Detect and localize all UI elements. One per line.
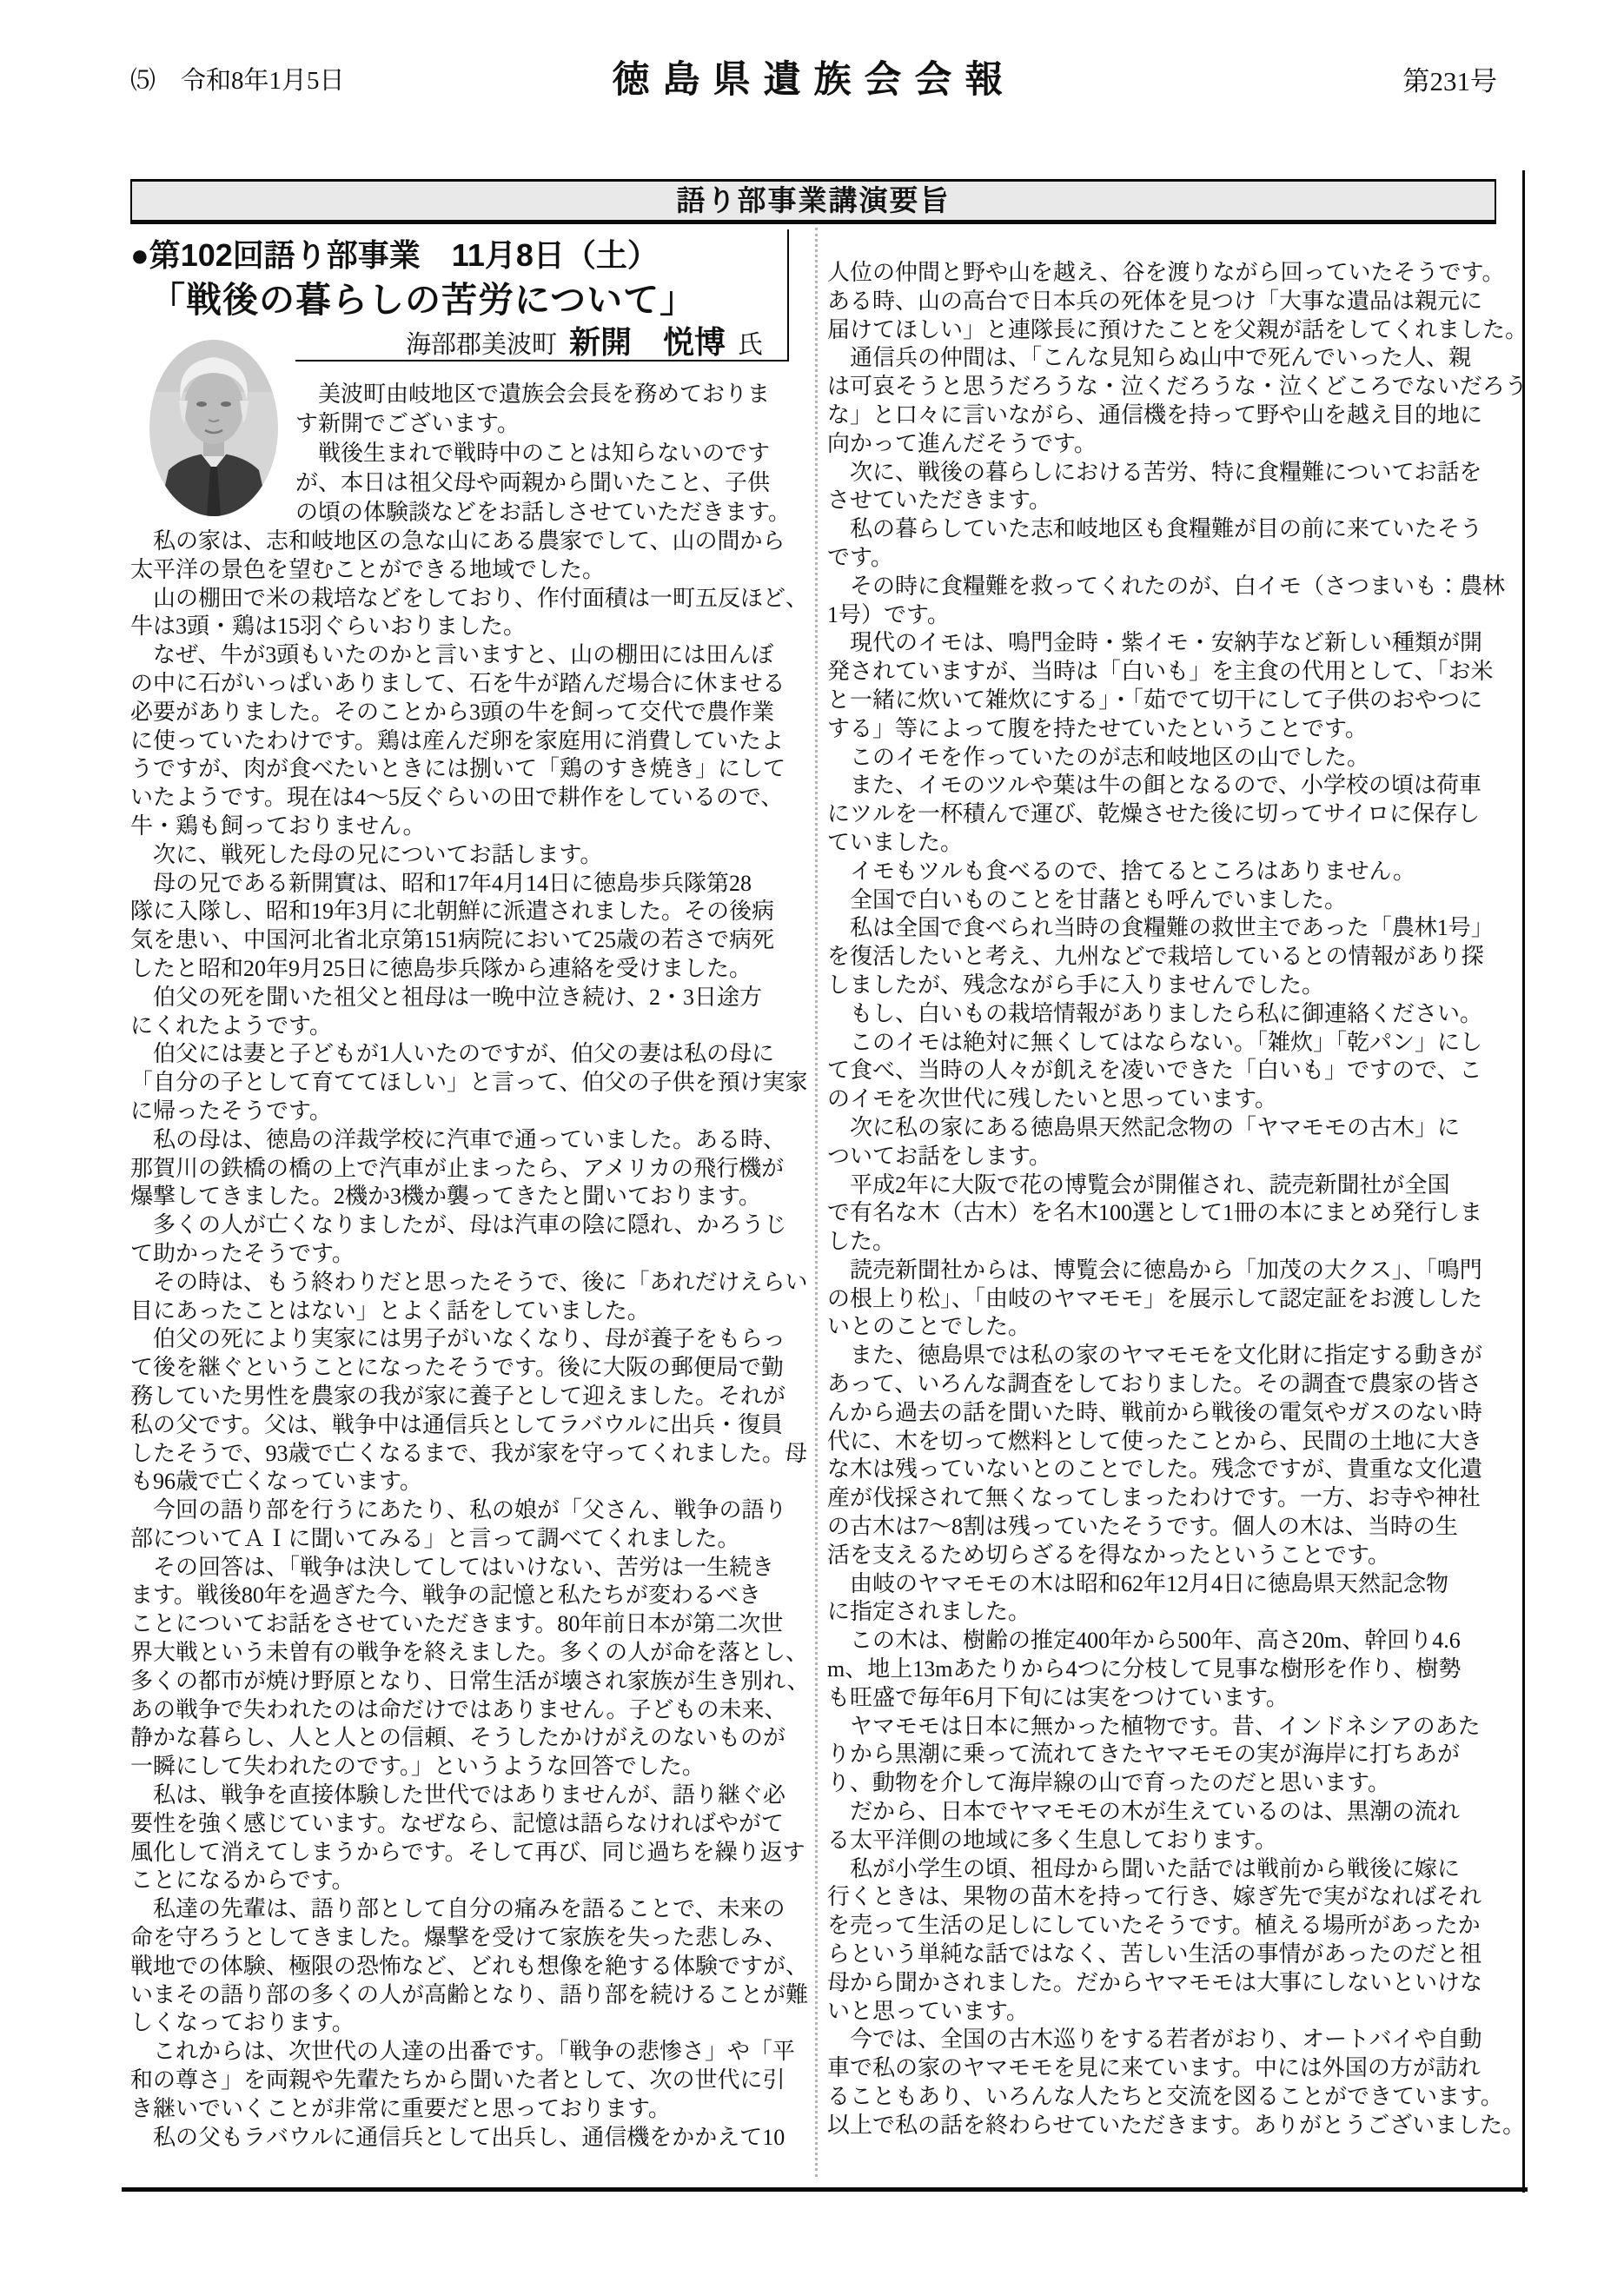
- text-line: の中に石がいっぱいありまして、石を牛が踏んだ場合に休ませる: [130, 670, 785, 696]
- text-line: 命を守ろうとしてきました。爆撃を受けて家族を失った悲しみ、: [130, 1925, 787, 1951]
- text-line: このイモは絶対に無くしてはならない。「雑炊」「乾パン」にし: [827, 1029, 1483, 1055]
- text-line: 産が伐採されて無くなってしまったわけです。一方、お寺や神社: [827, 1485, 1481, 1511]
- text-line: ことになるからです。: [130, 1868, 355, 1894]
- text-line: に指定されました。: [827, 1599, 1031, 1625]
- text-line: 部についてＡＩに聞いてみる」と言って調べてくれました。: [130, 1525, 740, 1551]
- text-line: にくれたようです。: [130, 1012, 332, 1038]
- text-line: 私は全国で食べられ当時の食糧難の救世主であった「農林1号」: [827, 915, 1494, 941]
- speaker-portrait-photo: [149, 340, 278, 516]
- speaker-byline: [406, 318, 763, 362]
- text-line: の古木は7〜8割は残っていたそうです。個人の木は、当時の生: [827, 1514, 1458, 1540]
- text-line: 務していた男性を農家の我が家に養子として迎えました。それが: [130, 1383, 786, 1409]
- lecture-title: 「戦後の暮らしの苦労について」: [149, 280, 697, 320]
- text-line: を売って生活の足しにしていたそうです。植える場所があったか: [827, 1913, 1481, 1939]
- text-line: 私達の先輩は、語り部として自分の痛みを語ることで、未来の: [130, 1896, 785, 1922]
- text-line: 次に、戦後の暮らしにおける苦労、特に食糧難についてお話を: [827, 459, 1482, 485]
- text-line: て後を継ぐということになったそうです。後に大阪の郵便局で勤: [130, 1355, 784, 1381]
- text-line: 戦地での体験、極限の恐怖など、どれも想像を絶する体験ですが、: [130, 1953, 809, 1979]
- text-line: 和の尊さ」を両親や先輩たちから聞いた者として、次の世代に引: [130, 2067, 785, 2093]
- text-line: 現代のイモは、鳴門金時・紫イモ・安納芋など新しい種類が開: [827, 630, 1483, 656]
- text-line: した。: [827, 1229, 896, 1255]
- text-line: る太平洋側の地域に多く生息しております。: [827, 1827, 1277, 1853]
- text-line: また、徳島県では私の家のヤマモモを文化財に指定する動きが: [827, 1343, 1483, 1369]
- text-line: いまその語り部の多くの人が高齢となり、語り部を続けることが難: [130, 1981, 809, 2007]
- text-line: 母の兄である新開實は、昭和17年4月14日に徳島歩兵隊第28: [130, 870, 752, 896]
- text-line: 私の父です。父は、戦争中は通信兵としてラバウルに出兵・復員: [130, 1411, 784, 1437]
- text-line: 那賀川の鉄橋の橋の上で汽車が止まったら、アメリカの飛行機が: [130, 1155, 785, 1181]
- text-line: を復活したいと考え、九州などで栽培しているとの情報があり探: [827, 944, 1484, 970]
- text-line: 私の母は、徳島の洋裁学校に汽車で通っていました。ある時、: [130, 1126, 786, 1152]
- text-line: 爆撃してきました。2機か3機か襲ってきたと聞いております。: [130, 1184, 761, 1210]
- text-line: 全国で白いものことを甘藷とも呼んでいました。: [827, 886, 1348, 912]
- text-line: 山の棚田で米の栽培などをしており、作付面積は一町五反ほど、: [130, 585, 809, 611]
- text-line: 平成2年に大阪で花の博覧会が開催され、読売新聞社が全国: [827, 1171, 1450, 1198]
- speaker-name: 新開 悦博: [568, 324, 726, 360]
- text-line: は可哀そうと思うだろうな・泣くだろうな・泣くどころでないだろう: [827, 374, 1528, 400]
- text-line: ていました。: [827, 829, 964, 855]
- text-line: 今では、全国の古木巡りをする若者がおり、オートバイや自動: [827, 2027, 1482, 2053]
- text-line: 隊に入隊し、昭和19年3月に北朝鮮に派遣されました。その後病: [130, 899, 775, 925]
- text-line: も旺盛で毎年6月下旬には実をつけています。: [827, 1684, 1289, 1710]
- section-banner-label: 語り部事業講演要旨: [676, 184, 951, 216]
- text-line: 車で私の家のヤマモモを見に来ています。中には外国の方が訪れ: [827, 2055, 1481, 2081]
- text-line: 発されていますが、当時は「白いも」を主食の代用として、「お米: [827, 659, 1494, 685]
- text-line: 伯父には妻と子どもが1人いたのですが、伯父の妻は私の母に: [130, 1041, 775, 1067]
- text-line: が、本日は祖父母や両親から聞いたこと、子供: [295, 470, 771, 495]
- text-line: の頃の体験談などをお話しさせていただきます。: [295, 500, 791, 525]
- text-line: 活を支えるため切らざるを得なかったということです。: [827, 1542, 1390, 1568]
- text-line: て食べ、当時の人々が飢えを凌いできた「白いも」ですので、こ: [827, 1058, 1482, 1084]
- text-line: 美波町由岐地区で遺族会会長を務めておりま: [295, 382, 771, 407]
- text-line: 必要がありました。そのことから3頭の牛を飼って交代で農作業: [130, 699, 775, 725]
- text-line: ある時、山の高台で日本兵の死体を見つけ「大事な遺品は親元に: [827, 288, 1483, 314]
- text-line: その時は、もう終わりだと思ったそうで、後に「あれだけえらい: [130, 1269, 808, 1295]
- text-line: いたようです。現在は4〜5反ぐらいの田で耕作をしているので、: [130, 785, 784, 811]
- text-line: 私が小学生の頃、祖母から聞いた話では戦前から戦後に嫁に: [827, 1855, 1461, 1881]
- text-line: 読売新聞社からは、博覧会に徳島から「加茂の大クス」、「鳴門: [827, 1257, 1482, 1283]
- text-line: 一瞬にして失われたのです。」というような回答でした。: [130, 1754, 705, 1780]
- text-line: と一緒に炊いて雑炊にする」・「茹でて切干にして子供のおやつに: [827, 687, 1483, 713]
- text-line: 私は、戦争を直接体験した世代ではありませんが、語り継ぐ必: [130, 1782, 786, 1808]
- text-line: 通信兵の仲間は、「こんな見知らぬ山中で死んでいった人、親: [827, 345, 1472, 371]
- text-line: に使っていたわけです。鶏は産んだ卵を家庭用に消費していたよ: [130, 727, 784, 753]
- text-line: うですが、肉が食べたいときには捌いて「鶏のすき焼き」にして: [130, 756, 786, 782]
- speaker-honorific: 氏: [737, 331, 763, 359]
- text-line: 届けてほしい」と連隊長に預けたことを父親が話をしてくれました。: [827, 316, 1528, 342]
- text-line: 人位の仲間と野や山を越え、谷を渡りながら回っていたそうです。: [827, 260, 1505, 285]
- text-line: 私の父もラバウルに通信兵として出兵し、通信機をかかえて10: [130, 2124, 785, 2150]
- text-line: 今回の語り部を行うにあたり、私の娘が「父さん、戦争の語り: [130, 1497, 787, 1523]
- text-line: また、イモのツルや葉は牛の餌となるので、小学校の頃は荷車: [827, 773, 1481, 799]
- text-line: しましたが、残念ながら手に入りませんでした。: [827, 972, 1325, 998]
- text-line: な木は残っていないとのことでした。残念ですが、貴重な文化遺: [827, 1456, 1483, 1483]
- text-line: も96歳で亡くなっています。: [130, 1469, 422, 1495]
- text-line: 太平洋の景色を望むことができる地域でした。: [130, 556, 606, 582]
- text-line: 「自分の子として育ててほしい」と言って、伯父の子供を預け実家: [130, 1070, 808, 1096]
- text-line: あの戦争で失われたのは命だけではありません。子どもの未来、: [130, 1696, 787, 1722]
- text-line: 向かって進んだそうです。: [827, 430, 1097, 456]
- text-line: ことについてお話をさせていただきます。80年前日本が第二次世: [130, 1611, 784, 1637]
- section-banner: [130, 179, 1496, 224]
- text-line: 由岐のヤマモモの木は昭和62年12月4日に徳島県天然記念物: [827, 1570, 1449, 1596]
- text-line: 牛は3頭・鶏は15羽ぐらいおりました。: [130, 614, 527, 640]
- text-line: 行くときは、果物の苗木を持って行き、嫁ぎ先で実がなればそれ: [827, 1884, 1481, 1910]
- text-line: 伯父の死を聞いた祖父と祖母は一晩中泣き続け、2・3日途方: [130, 984, 762, 1010]
- text-line: 伯父の死により実家には男子がいなくなり、母が養子をもらっ: [130, 1326, 786, 1352]
- text-line: らという単純な話ではなく、苦しい生活の事情があったのだと祖: [827, 1941, 1482, 1967]
- text-line: これからは、次世代の人達の出番です。「戦争の悲惨さ」や「平: [130, 2039, 795, 2065]
- text-line: 要性を強く感じています。なぜなら、記憶は語らなければやがて: [130, 1810, 784, 1836]
- issue-number: 第231号: [1402, 66, 1497, 96]
- speaker-location: 海部郡美波町: [405, 331, 557, 359]
- text-line: したと昭和20年9月25日に徳島歩兵隊から連絡を受けました。: [130, 955, 752, 981]
- text-line: その時に食糧難を救ってくれたのが、白イモ（さつまいも：農林: [827, 573, 1506, 599]
- text-line: 目にあったことはない」とよく話をしていました。: [130, 1297, 650, 1324]
- text-line: 界大戦という未曽有の戦争を終えました。多くの人が命を落とし、: [130, 1640, 809, 1666]
- text-line: で有名な木（古木）を名木100選として1冊の本にまとめ発行しま: [827, 1200, 1483, 1226]
- text-line: 気を患い、中国河北省北京第151病院において25歳の若さで病死: [130, 927, 775, 953]
- text-line: す新開でございます。: [295, 411, 520, 436]
- speaker-portrait-graphic: [149, 340, 278, 516]
- text-line: に帰ったそうです。: [130, 1098, 332, 1124]
- text-line: のイモを次世代に残したいと思っています。: [827, 1086, 1277, 1112]
- text-line: する」等によって腹を持たせていたということです。: [827, 715, 1368, 741]
- text-line: き継いでいくことが非常に重要だと思っております。: [130, 2095, 671, 2121]
- page-number-and-date: ⑸ 令和8年1月5日: [130, 67, 345, 95]
- text-line: させていただきます。: [827, 488, 1051, 514]
- text-line: もし、白いもの栽培情報がありましたら私に御連絡ください。: [827, 1000, 1483, 1026]
- text-line: ます。戦後80年を過ぎた今、戦争の記憶と私たちが変わるべき: [130, 1582, 761, 1609]
- text-line: 代に、木を切って燃料として使ったことから、民間の土地に大き: [827, 1428, 1483, 1454]
- text-line: 次に私の家にある徳島県天然記念物の「ヤマモモの古木」に: [827, 1114, 1461, 1140]
- newsletter-title: 徳島県遺族会会報: [612, 59, 1016, 101]
- text-line: 戦後生まれで戦時中のことは知らないのです: [295, 441, 771, 466]
- text-line: です。: [827, 544, 893, 570]
- text-line: このイモを作っていたのが志和岐地区の山でした。: [827, 744, 1370, 770]
- article-bottom-rule: [122, 2187, 1528, 2192]
- text-line: その回答は、「戦争は決してしてはいけない、苦労は一生続き: [130, 1554, 775, 1580]
- text-line: 以上で私の話を終わらせていただきます。ありがとうございました。: [827, 2112, 1526, 2138]
- text-line: しくなっております。: [130, 2010, 355, 2036]
- text-line: したそうで、93歳で亡くなるまで、我が家を守ってくれました。母: [130, 1440, 807, 1466]
- text-line: な」と口々に言いながら、通信機を持って野や山を越え目的地に: [827, 401, 1483, 428]
- text-line: 牛・鶏も飼っておりません。: [130, 813, 426, 839]
- text-line: ヤマモモは日本に無かった植物です。昔、インドネシアのあた: [827, 1713, 1481, 1739]
- article-right-column: [827, 259, 1531, 2140]
- text-line: 多くの都市が焼け野原となり、日常生活が壊され家族が生き別れ、: [130, 1668, 810, 1694]
- text-line: この木は、樹齢の推定400年から500年、高さ20m、幹回り4.6: [827, 1628, 1461, 1654]
- text-line: 次に、戦死した母の兄についてお話します。: [130, 841, 603, 867]
- text-line: ることもあり、いろんな人たちと交流を図ることができています。: [827, 2084, 1503, 2109]
- text-line: 多くの人が亡くなりましたが、母は汽車の陰に隠れ、かろうじ: [130, 1212, 787, 1238]
- text-line: 母から聞かされました。だからヤマモモは大事にしないといけな: [827, 1969, 1483, 1995]
- text-line: m、地上13mあたりから4つに分枝して見事な樹形を作り、樹勢: [827, 1656, 1462, 1682]
- text-line: りから黒潮に乗って流れてきたヤマモモの実が海岸に打ちあが: [827, 1742, 1461, 1768]
- text-line: 私の家は、志和岐地区の急な山にある農家でして、山の間から: [130, 528, 785, 554]
- text-line: の根上り松」、「由岐のヤマモモ」を展示して認定証をお渡しした: [827, 1285, 1483, 1311]
- text-line: ついてお話をします。: [827, 1143, 1051, 1169]
- text-line: んから過去の話を聞いた時、戦前から戦後の電気やガスのない時: [827, 1399, 1483, 1425]
- speaker-byline-underline: [295, 360, 787, 362]
- text-line: いとのことでした。: [827, 1314, 1031, 1340]
- text-line: なぜ、牛が3頭もいたのかと言いますと、山の棚田には田んぼ: [130, 642, 774, 668]
- text-line: て助かったそうです。: [130, 1240, 355, 1266]
- text-line: だから、日本でヤマモモの木が生えているのは、黒潮の流れ: [827, 1799, 1461, 1825]
- text-line: 静かな暮らし、人と人との信頼、そうしたかけがえのないものが: [130, 1725, 786, 1751]
- text-line: あって、いろんな調査をしておりました。その調査で農家の皆さ: [827, 1371, 1482, 1397]
- event-title: ●第102回語り部事業 11月8日（土）: [130, 237, 659, 273]
- article-intro-text: [295, 380, 817, 527]
- article-left-column: [130, 527, 815, 2152]
- text-line: 私の暮らしていた志和岐地区も食糧難が目の前に来ていたそう: [827, 516, 1483, 542]
- page-header: [130, 50, 1497, 103]
- text-line: り、動物を介して海岸線の山で育ったのだと思います。: [827, 1770, 1390, 1796]
- text-line: にツルを一杯積んで運び、乾燥させた後に切ってサイロに保存し: [827, 801, 1481, 827]
- text-line: イモもツルも食べるので、捨てるところはありません。: [827, 858, 1416, 884]
- text-line: 1号）です。: [827, 601, 950, 627]
- text-line: いと思っています。: [827, 1998, 1029, 2024]
- text-line: 風化して消えてしまうからです。そして再び、同じ過ちを繰り返す: [130, 1839, 805, 1865]
